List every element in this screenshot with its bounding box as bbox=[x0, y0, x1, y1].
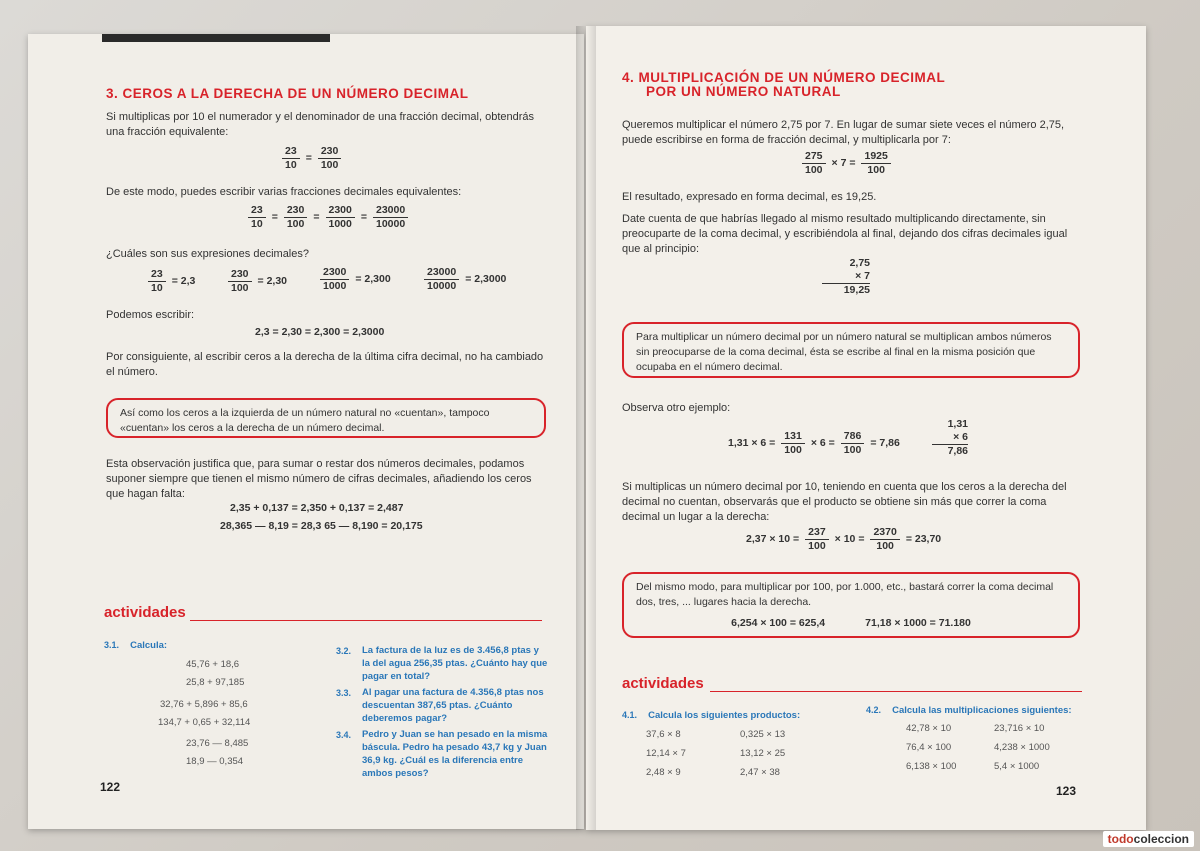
activity-label: Calcula los siguientes productos: bbox=[648, 710, 801, 721]
left-equation-3b: $\frac{230}{100}$ = 2,30 bbox=[226, 268, 287, 295]
left-paragraph-4: Podemos escribir: bbox=[106, 309, 195, 321]
activity-number: 3.2. bbox=[336, 646, 352, 656]
fraction: $\frac{23}{10}$ bbox=[282, 145, 300, 172]
activity-4-2-col-2: 23,716 × 10 4,238 × 1000 5,4 × 1000 bbox=[994, 723, 1050, 772]
left-activities-rule bbox=[190, 620, 542, 621]
right-section-title-line-2: POR UN NÚMERO NATURAL bbox=[646, 84, 841, 99]
activity-text: Pedro y Juan se han pesado en la misma báscula. Pedro ha pesado 43,7 kg y Juan 36,9 kg. ¿Cuál es la diferencia entre ambos pesos? bbox=[362, 729, 548, 779]
activity-3-1-item: 25,8 + 97,185 bbox=[186, 677, 245, 688]
activity-3-1-item: 32,76 + 5,896 + 85,6 bbox=[160, 699, 248, 710]
left-equation-6: 28,365 — 8,19 = 28,3 65 — 8,190 = 20,175 bbox=[220, 520, 423, 532]
activity-4-1-col-2: 0,325 × 13 13,12 × 25 2,47 × 38 bbox=[740, 729, 786, 778]
activity-4-2-col-1: 42,78 × 10 76,4 × 100 6,138 × 100 bbox=[906, 723, 957, 772]
activity-label: Calcula: bbox=[130, 640, 168, 651]
watermark-logo: todocoleccion bbox=[1103, 831, 1194, 847]
right-rule-box-2 bbox=[622, 572, 1080, 638]
activity-number: 4.1. bbox=[622, 710, 638, 720]
right-paragraph-3: Date cuenta de que habrías llegado al mismo resultado multiplicando directamente, sin preocuparte de la coma decimal, y escribiéndola al final, dejando dos cifras decimales igual que al principio: bbox=[622, 213, 1068, 255]
left-activities-title: actividades bbox=[104, 604, 186, 621]
left-equation-2: $\frac{23}{10}$ = $\frac{230}{100}$ = $\frac{2300}{1000}$ = $\frac{23000}{10000}$ bbox=[246, 204, 410, 231]
activity-4-2 bbox=[866, 703, 1072, 718]
left-paragraph-2: De este modo, puedes escribir varias fracciones decimales equivalentes: bbox=[106, 186, 462, 198]
right-paragraph-5: Si multiplicas un número decimal por 10, teniendo en cuenta que los ceros a la derecha del decimal no cuentan, observarás que el producto se obtiene sin más que correr la coma decimal un lugar a la derecha: bbox=[622, 481, 1067, 523]
right-section-title-line-1: 4. MULTIPLICACIÓN DE UN NÚMERO DECIMAL bbox=[622, 70, 946, 85]
left-paragraph-3: ¿Cuáles son sus expresiones decimales? bbox=[106, 248, 309, 260]
right-paragraph-1: Queremos multiplicar el número 2,75 por 7. En lugar de sumar siete veces el número 2,75, puede escribirse en forma de fracción decimal, y multiplicarla por 7: bbox=[622, 119, 1065, 146]
top-strip bbox=[102, 34, 330, 42]
left-equation-3a: $\frac{23}{10}$ = 2,3 bbox=[146, 268, 195, 295]
left-equation-3d: $\frac{23000}{10000}$ = 2,3000 bbox=[422, 266, 506, 293]
activity-3-3 bbox=[336, 686, 548, 725]
fraction: $\frac{23}{10}$ bbox=[248, 204, 266, 231]
left-equation-1: $\frac{23}{10}$ = $\frac{230}{100}$ bbox=[280, 145, 343, 172]
right-equation-2: 1,31 × 6 = $\frac{131}{100}$ × 6 = $\frac{786}{100}$ = 7,86 bbox=[728, 430, 900, 456]
right-rule-box-1 bbox=[622, 322, 1080, 378]
left-equation-3c: $\frac{2300}{1000}$ = 2,300 bbox=[318, 266, 391, 293]
activity-3-1-item: 18,9 — 0,354 bbox=[186, 756, 244, 767]
fraction: $\frac{23000}{10000}$ bbox=[373, 204, 408, 231]
right-page-number: 123 bbox=[1056, 784, 1077, 798]
left-equation-4: 2,3 = 2,30 = 2,300 = 2,3000 bbox=[255, 326, 385, 338]
activity-3-1-item: 45,76 + 18,6 bbox=[186, 659, 240, 670]
fraction: $\frac{230}{100}$ bbox=[284, 204, 308, 231]
left-equation-5: 2,35 + 0,137 = 2,350 + 0,137 = 2,487 bbox=[230, 502, 404, 514]
right-equation-1: $\frac{275}{100}$ × 7 = $\frac{1925}{100}$ bbox=[800, 150, 893, 177]
activity-text: La factura de la luz es de 3.456,8 ptas y la del agua 256,35 ptas. ¿Cuánto hay que pagar en total? bbox=[362, 645, 548, 682]
right-paragraph-2: El resultado, expresado en forma decimal, es 19,25. bbox=[622, 191, 877, 203]
right-rule-text: Del mismo modo, para multiplicar por 100, por 1.000, etc., bastará correr la coma decimal dos, tres, ... lugares hacia la derecha. bbox=[636, 581, 1054, 608]
left-paragraph-1: Si multiplicas por 10 el numerador y el denominador de una fracción decimal, obtendrás una fracción equivalente: bbox=[106, 111, 535, 138]
left-section-title: 3. CEROS A LA DERECHA DE UN NÚMERO DECIMAL bbox=[106, 86, 469, 101]
activity-number: 4.2. bbox=[866, 705, 882, 715]
right-activities-title: actividades bbox=[622, 675, 704, 692]
right-vertical-multiplication-2: 1,31 × 6 7,86 bbox=[932, 418, 968, 458]
fraction: $\frac{230}{100}$ bbox=[318, 145, 342, 172]
rule-example-2: 71,18 × 1000 = 71.180 bbox=[865, 617, 971, 629]
right-activities-rule bbox=[710, 691, 1082, 692]
left-rule-text: Así como los ceros a la izquierda de un número natural no «cuentan», tampoco «cuentan» los ceros a la derecha de un número decimal. bbox=[120, 407, 490, 434]
left-paragraph-5: Por consiguiente, al escribir ceros a la derecha de la última cifra decimal, no ha cambiado el número. bbox=[106, 351, 544, 378]
activity-3-4 bbox=[336, 728, 548, 780]
activity-label: Calcula las multiplicaciones siguientes: bbox=[892, 705, 1072, 716]
activity-number: 3.1. bbox=[104, 640, 120, 650]
left-paragraph-6: Esta observación justifica que, para sumar o restar dos números decimales, podamos suponer siempre que tienen el mismo número de cifras decimales, añadiendo los ceros que hagan falta: bbox=[106, 458, 532, 500]
fraction: $\frac{2300}{1000}$ bbox=[326, 204, 355, 231]
activity-4-1 bbox=[622, 708, 800, 723]
book-spine bbox=[576, 26, 596, 830]
activity-number: 3.4. bbox=[336, 730, 352, 740]
right-paragraph-4: Observa otro ejemplo: bbox=[622, 402, 731, 414]
rule-example-1: 6,254 × 100 = 625,4 bbox=[731, 617, 826, 629]
left-page-number: 122 bbox=[100, 780, 121, 794]
right-equation-3: 2,37 × 10 = $\frac{237}{100}$ × 10 = $\frac{2370}{100}$ = 23,70 bbox=[746, 526, 942, 552]
right-rule-text: Para multiplicar un número decimal por un número natural se multiplican ambos números sin preocuparse de la coma decimal, ésta se escribe al final en la misma posición que ocupaba en el número decimal. bbox=[636, 331, 1052, 373]
activity-4-1-col-1: 37,6 × 8 12,14 × 7 2,48 × 9 bbox=[646, 729, 686, 778]
activity-3-2 bbox=[336, 644, 548, 683]
activity-3-1-item: 23,76 — 8,485 bbox=[186, 738, 249, 749]
right-vertical-multiplication-1: 2,75 × 7 19,25 bbox=[822, 257, 870, 297]
left-rule-box bbox=[106, 398, 546, 438]
activity-3-1-item: 134,7 + 0,65 + 32,114 bbox=[158, 717, 251, 728]
activity-3-1 bbox=[104, 638, 167, 653]
activity-number: 3.3. bbox=[336, 688, 352, 698]
activity-text: Al pagar una factura de 4.356,8 ptas nos descuentan 387,65 ptas. ¿Cuánto deberemos pagar? bbox=[362, 687, 544, 724]
